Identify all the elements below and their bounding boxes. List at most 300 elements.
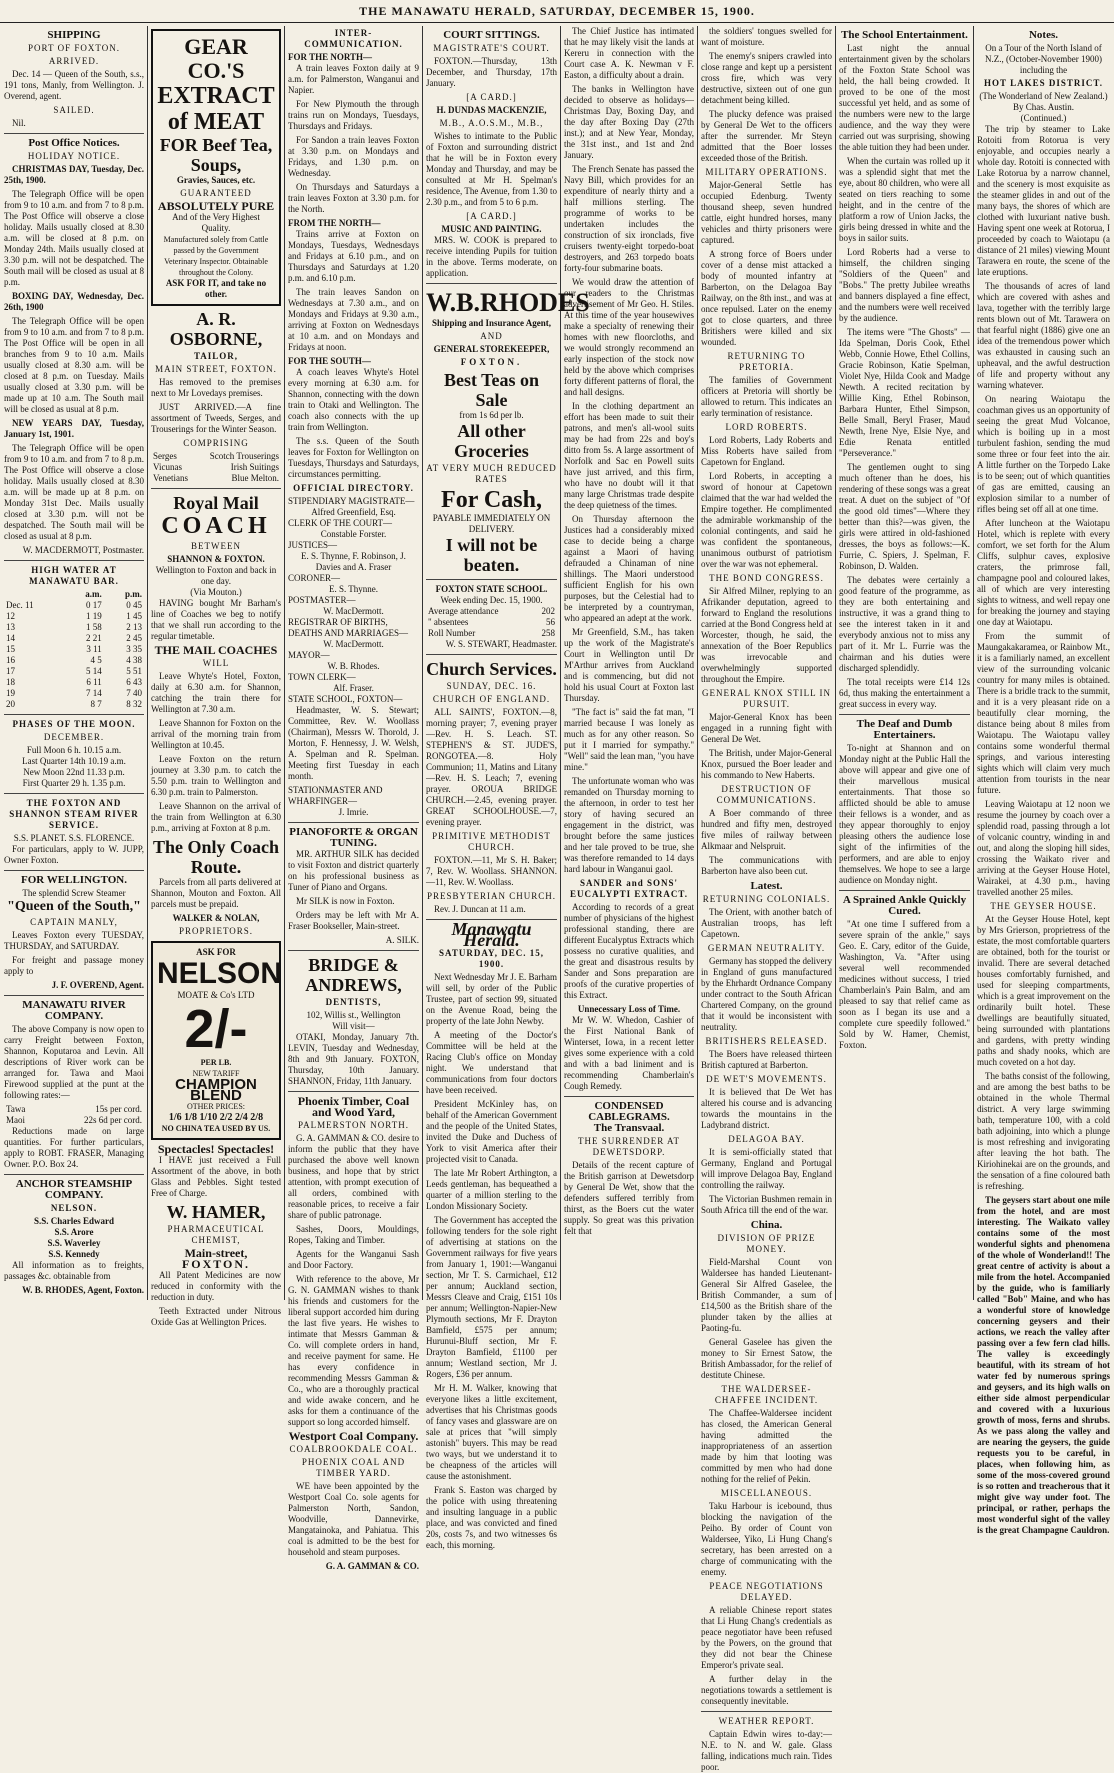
shipping-heading: SHIPPING (47, 29, 101, 41)
piano-text2: Mr SILK is now in Foxton. (296, 896, 395, 906)
tide-row (4, 589, 144, 600)
gear-title: GEAR CO.'S (184, 34, 248, 83)
tide-row-cell: 15 (6, 644, 15, 654)
tide-row-cell: 4 5 (90, 655, 102, 665)
phoenix-text3: Agents for the Wanganui Sash and Door Factory. (288, 1249, 419, 1270)
tide-row (4, 600, 144, 611)
attendance-row (426, 617, 557, 628)
between: BETWEEN (191, 541, 241, 551)
goods-row (151, 451, 281, 462)
column-rule (697, 26, 698, 1300)
tide-row (4, 699, 144, 710)
state-school-text: Headmaster, W. S. Stewart; Committee, Rev. W. Woollass (Chairman), Messrs W. Thorold, J. Morton, F. Hennessy, J. W. Welsh, A. Spelman and R. Spelman. Meeting first Tuesday in each month. (288, 705, 419, 781)
steam-service-heading: THE FOXTON AND SHANNON STEAM RIVER SERVICE. (9, 798, 139, 830)
gamman-signature: G. A. GAMMAN & CO. (325, 1561, 419, 1571)
sailed-label: SAILED. (53, 105, 95, 115)
notes-heading: Notes. (1028, 29, 1059, 41)
postmaster: POSTMASTER— (288, 595, 356, 605)
shannon-foxton: SHANNON & FOXTON. (167, 554, 265, 564)
wood-row-cell: Tawa (6, 1104, 26, 1114)
official-directory: OFFICIAL DIRECTORY. (293, 483, 414, 493)
news-item: A meeting of the Doctor's Committee will be held at the Racing Club's office on Monday night. We understand that communications from four doctors have been received. (426, 1030, 557, 1095)
news-item: The families of Government officers at Pretoria will shortly be allowed to return. This indicates an early termination of resistance. (701, 375, 832, 418)
justices-names: E. S. Thynne, F. Robinson, J. Davies and A. Fraser (301, 551, 406, 572)
attendance-row-cell: Roll Number (428, 628, 476, 638)
anchor-text: All information as to freights, passages &c. obtainable from (4, 1260, 144, 1281)
column-rule (560, 26, 561, 1300)
attendance-row-cell: Average attendance (428, 606, 499, 616)
dundas-sub: M.B., A.O.S.M., M.B., (439, 118, 544, 128)
from-north-text: Trains arrive at Foxton on Mondays, Tuesdays, Wednesdays and Fridays at 6.10 p.m., and on Thursdays and Saturdays at 1.20 p.m. and 6.10 p.m. (288, 229, 419, 283)
bridge-andrews: BRIDGE & ANDREWS, (305, 955, 402, 995)
church-heading: Church Services. (426, 659, 557, 679)
news-item: A strong force of Boers under cover of a dense mist attacked a body of mounted infantry at Barberton, on the Delagoa Bay Railway, on the 8th inst., and was at once repulsed. Later on the enemy got to close quarters, and three Britishers were killed and six wounded. (701, 249, 832, 347)
beef-tea: FOR Beef Tea, Soups, (159, 135, 273, 175)
news-item: Taku Harbour is icebound, thus blocking the navigation of the Peiho. By order of Count von Waldersee, Yiko, Li Hung Chang's secretary, has been arrested on a charge of communicating with the enemy. (701, 1501, 832, 1577)
osborne-name: A. R. OSBORNE, (169, 309, 263, 349)
spectacles-heading: Spectacles! Spectacles! (157, 1142, 275, 1156)
notes-lakes: HOT LAKES DISTRICT. (984, 78, 1103, 88)
coach-having: HAVING bought Mr Barham's line of Coaches we beg to notify that we shall run according to the regular timetable. (151, 598, 281, 641)
nelson-brand: NELSON (157, 957, 283, 990)
westport-text: WE have been appointed by the Westport Coal Co. sole agents for Palmerston North, Sandon, Woodville, Dannevirke, Mangatainoka, and Pahiatua. This coal is admitted to be the best for household and steam purposes. (288, 1481, 419, 1557)
steam-boats: S.S. PLANET. S.S. FLORENCE. (13, 833, 135, 843)
sander-heading: SANDER and SONS' EUCALYPTI EXTRACT. (569, 878, 689, 899)
anchor-agent: W. B. RHODES, Agent, Foxton. (22, 1285, 144, 1295)
tide-row-cell: 3 35 (126, 644, 142, 654)
tide-row-cell (4, 589, 65, 600)
column-rule (973, 26, 974, 1300)
news-item: The Victorian Bushmen remain in South Africa till the end of the war. (701, 1194, 832, 1215)
church-england: CHURCH OF ENGLAND. (432, 694, 551, 704)
price-list: 1/6 1/8 1/10 2/2 2/4 2/8 (168, 1112, 264, 1123)
news-item: On nearing Waiotapu the coachman gives us an opportunity of seeing the great Mud Volcanoe, which is boiling up in a most turbulent fashion, sending the mud some three or four feet into the air. A little further on the Torpedo Lake is to be seen; out of which quantities of gas are emitted, causing an explosion similar to a number of rifles being set off all at one time. (977, 394, 1110, 514)
attendance-row-cell: 202 (541, 606, 555, 616)
postmaster-name: W. MacDermott. (323, 606, 384, 616)
news-item: Major-General Knox has been engaged in a running fight with General De Wet. (701, 712, 832, 744)
wharfinger: STATIONMASTER AND WHARFINGER— (288, 785, 383, 806)
news-item: The enemy's snipers crawled into close range and kept up a persistent cross fire, which was very destructive, sixteen out of one gun detachment being killed. (701, 51, 832, 105)
patent-medicines: All Patent Medicines are now reduced in conformity with the reduction in duty. (151, 1270, 281, 1302)
school-entertainment-heading: The School Entertainment. (841, 29, 968, 41)
tide-row (4, 677, 144, 688)
wood-row (4, 1104, 144, 1115)
moon-list (4, 745, 144, 789)
news-item: After luncheon at the Waiotapu Hotel, which is replete with every comfort, we set forth for the Alum Cliffs, sulphur caves, explosive craters, the primrose fall, champagne pool and coloured lakes, all of which are very interesting sights to witness, and well repay one for breaking the journey and staying one day at Waiotapu. (977, 518, 1110, 627)
inter-communication: INTER-COMMUNICATION. (304, 28, 403, 49)
news-item: "At one time I suffered from a severe sprain of the ankle," says Geo. E. Cary, editor of the Guide, Washington, Va. "After using several well recommended medicines without success, I tried Chamberlain's Pain Balm, and am pleased to say that relief came as soon as I began its use and a complete cure speedily followed." Sold by W. Hamer, Chemist, Foxton. (839, 919, 970, 1050)
clerk-name: Constable Forster. (320, 529, 387, 539)
stewart-signature: W. S. STEWART, Headmaster. (445, 639, 557, 649)
best-teas: Best Teas on Sale (443, 370, 540, 410)
news-item: A reliable Chinese report states that Li Hung Chang's credentials as peace negotiator have been refused by the Powers, on the ground that they did not bear the Chinese Emperor's private seal. (701, 1605, 832, 1670)
news-item: To-night at Shannon and on Monday night at the Public Hall the above will appear and give one of their marvellous musical entertainments. That those so afflicted should be able to amuse their fellows is a wonder, and as they appear thoroughly to enjoy pleasing others the audience lose sight of the infirmities of the performers, and are able to enjoy themselves. We hope to see a large audience on Monday night. (839, 743, 970, 885)
tide-row-cell: 12 (6, 611, 15, 621)
proprietors: PROPRIETORS. (178, 926, 254, 936)
moon-month: DECEMBER. (43, 732, 105, 742)
subheading: MILITARY OPERATIONS. (705, 167, 828, 177)
deaf-dumb-heading: The Deaf and Dumb Entertainers. (856, 718, 953, 741)
mail-text3: Leave Foxton on the return journey at 3.30 p.m. to catch the 5.50 p.m. train to Wellington and 6.30 p.m. train to Palmerston. (151, 754, 281, 797)
tide-row-cell: a.m. (85, 589, 102, 599)
presbyterian: PRESBYTERIAN CHURCH. (426, 891, 556, 901)
moon-phase: Full Moon 6 h. 10.15 a.m. (26, 745, 122, 755)
tide-row-cell: 1 58 (86, 622, 102, 632)
spectacles-text: I HAVE just received a Full Assortment of the above, in both Glass and Pebbles. Sight tested Free of Charge. (151, 1155, 281, 1198)
coroner: CORONER— (288, 573, 341, 583)
silk-signature: A. SILK. (385, 935, 419, 945)
notes-author: By Chas. Austin. (1012, 102, 1074, 112)
boxing-text: The Telegraph Office will be open from 9 to 10 a.m. and from 7 to 8 p.m. The Post Office will be open in all branches from 9 to 10 a.m. Mails usually closed at 8.30 a.m. will be closed at 8 p.m. on Tuesday. Mails usually closed at 3.30 p.m. will be made up at 10 a.m. The South mail will be closed as usual at 8 p.m. (4, 316, 144, 414)
mail-text4: Leave Shannon on the arrival of the train from Wellington at 6.30 p.m., arriving at Foxton at 8 p.m. (151, 801, 281, 833)
train-leaves: The train leaves Sandon on Wednesdays at 7.30 a.m., and on Mondays and Fridays at 9.30 a.m., arriving at Foxton on Wednesdays at 10 a.m. and on Mondays and Fridays at noon. (288, 287, 419, 352)
gravies: Gravies, Sauces, etc. (176, 175, 256, 185)
post-office-heading: Post Office Notices. (28, 137, 120, 149)
subheading: GERMAN NEUTRALITY. (707, 943, 826, 953)
news-item: The baths consist of the following, and are among the best baths to be obtained in the whole Thermal district. A very large swimming bath, temperature 100, with a cold bath adjoining, into which a plunge is most refreshing and invigorating after leaving the hot bath. The Kiriohinekai are on the grounds, and the sensation of a fine coloured bath is refreshing. (977, 1071, 1110, 1191)
reduced-rates: AT VERY MUCH REDUCED RATES (426, 463, 557, 484)
clerk: CLERK OF THE COURT— (288, 518, 393, 528)
will-visit: Will visit— (332, 1021, 375, 1031)
phoenix-text4: With reference to the above, Mr G. N. GAMMAN wishes to thank his friends and customers for the liberal support accorded him during the last five years. He wishes to intimate that Messrs Gamman & Co. will complete orders in hand, and receive payment for same. He has every confidence in recommending Messrs Gamman & Co., who are a thoroughly practical and wide awake concern, and he asks for them a continuance of the support so long accorded himself. (288, 1274, 419, 1427)
court-heading: COURT SITTINGS. (443, 29, 540, 41)
news-item: The geysers start about one mile from the hotel, and are most interesting. The Waikato valley contains some of the most wonderful sights and phenomena of the whole of Wonderland!! The great centre of activity is about a mile from the hotel. Accompanied by the guide, who is familiarly called "Bob" Maine, and who has a wonderful store of knowledge concerning geysers and their actions, we reach the valley after passing over a few fern clad hills. The valley is exceedingly beautiful, with its stream of hot water fed by numerous springs and geysers, and its high walls on either side almost perpendicular and covered with a luxurious growth of moss, ferns and shrubs. As we pass along the valley and are nearing the geysers, the guide requests you to be careful, in places, when following him, as some of the moss-covered ground is so rotten and treacherous that it might give way under foot. The principal, or rather, perhaps the most wonderful sight of the valley is the great Champagne Cauldron. (977, 1195, 1110, 1535)
mail-will: WILL (202, 658, 230, 668)
payable: PAYABLE IMMEDIATELY ON DELIVERY. (432, 513, 551, 534)
tide-row-cell: 17 (6, 666, 15, 676)
tide-row (4, 666, 144, 677)
news-item: At the Geyser House Hotel, kept by Mrs Grierson, proprietress of the estate, the most comfortable quarters are obtained, both for the tourist or invalid. There are several detached houses comfortably furnished, and used for sleeping compartments, which is a great improvement on the ordinarily built hotel. These dwellings are beautifully situated, being surrounded with plantations and gardens, with pretty winding paths and shady nooks, which are much coveted on a hot day. (977, 914, 1110, 1067)
port-heading: PORT OF FOXTON. (28, 43, 120, 53)
news-item: Major-General Settle has occupied Edenburg. Twenty thousand sheep, seven hundred cattle, eight hundred horses, many vehicles and thirty prisoners were captured. (701, 180, 832, 245)
tide-row-cell: 2 45 (126, 633, 142, 643)
subheading: DELAGOA BAY. (728, 1134, 805, 1144)
moon-phase: New Moon 22nd 11.33 p.m. (23, 767, 125, 777)
attendance-row-cell: 258 (541, 628, 555, 638)
subheading: DIVISION OF PRIZE MONEY. (717, 1233, 816, 1254)
subheading: MISCELLANEOUS. (720, 1488, 813, 1498)
tide-row-cell: Dec. 11 (6, 600, 34, 610)
christmas-heading: CHRISTMAS DAY, Tuesday, Dec. 25th, 1900. (4, 164, 144, 185)
subheading: BRITISHERS RELEASED. (705, 1036, 828, 1046)
coalbrookdale: COALBROOKDALE COAL. (289, 1444, 418, 1454)
steam-apply: For particulars, apply to W. JUPP, Owner Foxton. (4, 844, 144, 865)
tide-row (4, 633, 144, 644)
news-item: It is semi-officially stated that Germany, England and Portugal will improve Delagoa Bay, England controlling the railway. (701, 1147, 832, 1190)
herald-title: Manawatu Herald. (451, 919, 532, 950)
ship-name: S.S. Arore (54, 1227, 94, 1237)
town-clerk: TOWN CLERK— (288, 672, 356, 682)
tide-row (4, 622, 144, 633)
sprained-ankle-heading: A Sprained Ankle Quickly Cured. (842, 894, 967, 917)
goods-row-cell: Venetians (153, 473, 188, 483)
holiday-notice: HOLIDAY NOTICE. (27, 151, 121, 161)
subheading: LORD ROBERTS. (725, 422, 808, 432)
news-item: The banks in Wellington have decided to observe as holidays—Christmas Day, Boxing Day, and the day after Boxing Day (27th inst.); and at New Year, Monday, the 31st inst., and 1st and 2nd January. (564, 84, 694, 160)
subheading: GENERAL KNOX STILL IN PURSUIT. (701, 688, 832, 709)
news-item: The late Mr Robert Arthington, a Leeds gentleman, has bequeathed a quarter of a million sterling to the London Missionary Society. (426, 1168, 557, 1211)
news-item: Lord Roberts had a verse to himself, the children singing "Soldiers of the Queen" and "Bobs." The pretty Jubilee wreaths and banners displayed a fine effect, and the numbers were well received by the audience. (839, 247, 970, 323)
via-mouton: (Via Mouton.) (190, 587, 242, 597)
mail-coaches: THE MAIL COACHES (154, 643, 278, 657)
stipendiary: STIPENDIARY MAGISTRATE— (288, 496, 415, 506)
from-north: FROM THE NORTH— (288, 218, 381, 228)
wood-row (4, 1115, 144, 1126)
column-4 (426, 26, 590, 1550)
other-prices: OTHER PRICES: (186, 1102, 245, 1111)
for-north: FOR THE NORTH— (288, 52, 373, 62)
overend-agent: J. F. OVEREND, Agent. (51, 980, 144, 990)
hamer-foxton: FOXTON. (181, 1257, 251, 1271)
town-clerk-name: Alf. Fraser. (333, 683, 374, 693)
news-item: President McKinley has, on behalf of the American Government and the people of the United States, invited the Duke and Duchess of York to visit America after their projected visit to Canada. (426, 1099, 557, 1164)
news-item: Lord Roberts, in accepting a sword of honour at Capetown claimed that the war had welded the Empire together. He complimented the admirable workmanship of the colonial contingents, and said he was confident the spontaneous, unanimous outburst of patriotism over the war was not ephemeral. (701, 471, 832, 569)
comprising: COMPRISING (183, 438, 249, 448)
tide-table (4, 589, 144, 710)
goods-row (151, 473, 281, 484)
nelson-tea-ad (151, 941, 281, 1140)
column-rule (422, 26, 423, 1300)
subheading: DE WET'S MOVEMENTS. (706, 1074, 827, 1084)
for-south: FOR THE SOUTH— (288, 356, 371, 366)
mayor-name: W. B. Rhodes. (327, 661, 380, 671)
ship-name: S.S. Charles Edward (33, 1216, 114, 1226)
tide-row-cell: 1 45 (126, 611, 142, 621)
magistrate: MAGISTRATE'S COURT. (433, 43, 550, 53)
moon-phase: Last Quarter 14th 10.19 a.m. (22, 756, 126, 766)
moon-phase: First Quarter 29 h. 1.35 p.m. (22, 778, 126, 788)
transvaal-heading: The Transvaal. (593, 1122, 665, 1134)
news-item: In the clothing department an effort has been made to suit their patrons, and men's all-wool suits may be had from 22s and boy's ditto from 5s. A large assortment of Norfolk and Sac en Powell suits have just arrived, and this firm, who have no doubt will it that many large Christmas trade despite the deep quietness of the times. (564, 401, 694, 510)
tide-row (4, 688, 144, 699)
card-label: [A CARD.] (466, 92, 517, 102)
weather-text: Captain Edwin wires to-day:— N.E. to N. and W. gale. Glass falling, indications much rain. Tides poor. (701, 1729, 832, 1772)
piano-text3: Orders may be left with Mr A. Fraser Bookseller, Main-street. (288, 910, 419, 931)
arrived-label: ARRIVED. (48, 56, 100, 66)
new-tariff: NEW TARIFF (192, 1069, 240, 1078)
cablegrams-heading: CONDENSED CABLEGRAMS. (588, 1100, 670, 1123)
news-item: Next Wednesday Mr J. E. Barham will sell, by order of the Public Trustee, part of section 99, situated on the Avenue Road, being the property of the late John Newby. (426, 972, 557, 1026)
no-china-tea: NO CHINA TEA USED BY US. (161, 1124, 271, 1133)
anchor-heading: ANCHOR STEAMSHIP COMPANY. (15, 1178, 133, 1201)
presbyterian-text: Rev. J. Duncan at 11 a.m. (434, 904, 526, 914)
column-rule (284, 26, 285, 1300)
manufactured: Manufactured solely from Cattle passed by the Government Veterinary Inspector. Obtainable throughout the Colony. (163, 235, 269, 277)
phoenix-text: G. A. GAMMAN & CO. desire to inform the public that they have purchased the above well known business, and hope that by strict attention, with prompt execution of all orders, combined with reasonable prices, to receive a fair share of public patronage. (288, 1133, 419, 1220)
guaranteed: GUARANTEED (180, 188, 252, 198)
rhodes-foxton: FOXTON. (460, 357, 523, 367)
tide-row-cell: 1 19 (86, 611, 102, 621)
tide-row-cell: 2 21 (86, 633, 102, 643)
coach: COACH (161, 513, 271, 539)
tide-row-cell: 5 51 (126, 666, 142, 676)
column-rule (147, 26, 148, 1300)
news-item: The British, under Major-General Knox, pursued the Boer leader and his commando to New Haberts. (701, 748, 832, 780)
goods-row-cell: Scotch Trouserings (209, 451, 279, 461)
news-item: The French Senate has passed the Navy Bill, which provides for an expenditure of nearly thirty and a half millions sterling. The programme of works to be undertaken includes the construction of six ironclads, five cruisers twenty-eight torpedo-boat destroyers, and 263 torpedo boats forty-four submarine boats. (564, 164, 694, 273)
news-item: Mr Greenfield, S.M., has taken up the work of the Magistrate's Court in Wellington until Dr M'Arthur arrives from Auckland and is commencing, but did not hold his usual Court at Foxton last Thursday. (564, 627, 694, 703)
church-text: ALL SAINTS', FOXTON.—8, morning prayer; 7, evening prayer—Rev. H. S. Leach. ST. STEPHEN'S & ST. JUDE'S, RONGOTEA.—8. Holy Communion; 11, Matins and Litany—Rev. H. S. Leach; 7, evening prayer. OROUA BRIDGE CHURCH.—2.45, evening prayer. GREAT SCHOOLHOUSE.—7, evening prayer. (426, 707, 557, 827)
tide-row-cell: 6 43 (126, 677, 142, 687)
phoenix-text2: Sashes, Doors, Mouldings, Ropes, Taking and Timber. (288, 1224, 419, 1245)
wood-row-cell: 15s per cord. (95, 1104, 142, 1114)
wood-row-cell: Maoi (6, 1115, 25, 1125)
news-item: A Boer commando of three hundred and fifty men, destroyed five miles of railway between Alkmaar and Nelspruit. (701, 808, 832, 851)
willis-street: 102, Willis st., Wellington (306, 1010, 401, 1020)
news-item: Sir Alfred Milner, replying to an Afrikander deputation, agreed to forward to England the resolutions carried at the Bond Congress held at Worcester, though, he said, the annexation of the Boer Republics was irrevocable and overwhelmingly supported throughout the Empire. (701, 586, 832, 684)
news-item: The thousands of acres of land which are covered with ashes and lava, together with the terribly large rents blown out of Mt. Tarawera on that fearful night (1886) give one an idea of the tremendous power which was exhausted in causing such an upheaval, and the awful destruction of life and property without any warning whatever. (977, 281, 1110, 390)
news-item: We would draw the attention of our readers to the Christmas advertisement of Mr Geo. H. Stiles. At this time of the year housewives make a specialty of renewing their homes with new floorcloths, and we would strongly recommend an early inspection of the stock now held by the above which comprises forty different patterns of floral, the and hall designs. (564, 277, 694, 397)
music-heading: MUSIC AND PAINTING. (441, 224, 542, 234)
music-text: MRS. W. COOK is prepared to receive intending Pupils for tuition in the above. Terms moderate, on application. (426, 235, 557, 278)
teas-from: from 1s 6d per lb. (459, 410, 524, 420)
news-item: A further delay in the negotiations towards a settlement is consequently inevitable. (701, 1674, 832, 1706)
wood-row-cell: 22s 6d per cord. (84, 1115, 142, 1125)
news-item: The gentlemen ought to sing much oftener than he does, his rendering of these songs was a great treat. A duet on the subject of "Of the good old times"—Where they better than this?—was given, the girls were attired in old-fashioned dresses, the boys as follows:—K. Furrie, C. Spiers, J. Spelman, F. Robinson, D. Walden. (839, 462, 970, 571)
unnecessary-text: Mr W. W. Whedon, Cashier of the First National Bank of Winterset, Iowa, in a recent letter gives some experience with a cold and with a bad liniment and is recommending Chamberlain's Cough Remedy. (564, 1015, 694, 1091)
masthead: THE MANAWATU HERALD, SATURDAY, DECEMBER 15, 1900. (0, 0, 1114, 23)
surrender-heading: THE SURRENDER AT DEWETSDORP. (577, 1136, 680, 1157)
news-item: On Thursday afternoon the Justices had a considerably mixed case to decide being a charge against a Maori of having defrauded a Chinaman of nine shillings. The Maori understood sufficient English for his own purposes, but the Celestial had to be interpreted by a countryman, who appeared an adept at the work. (564, 514, 694, 623)
news-item: Germany has stopped the delivery in England of guns manufactured by the Ehrhardt Ordnance Company under contract to the South African Chartered Company, on the ground that it would be inconsistent with neutrality. (701, 956, 832, 1032)
news-item: The trip by steamer to Lake Rotoiti from Rotorua is very enjoyable, and occupies nearly a whole day. Rotoiti is connected with Lake Rotorua by a narrow channel, and the scenery is most exquisite as the steamer glides in and out of the many bays, the shores of which are clothed with luxuriant native bush. Having spent one week at Rotorua, I proceeded by coach to Waiotapu (a distance of 21 miles) viewing Mount Tarawera en route, the scene of the late eruptions. (977, 124, 1110, 277)
for-wellington-heading: FOR WELLINGTON. (21, 874, 127, 886)
rhodes-name: W.B.RHODES (426, 288, 590, 317)
card-label-2: [A CARD.] (466, 211, 517, 221)
news-item: The items were "The Ghosts" — Ida Spelman, Doris Cook, Ethel Webb, Connie Howe, Ethel Collins, Gracie Robinson, Katie Spelman, Violet Nye, Hilda Cook and Madge Newth. A recited recitation by Willie King, Ethel Robinson, Barbara Hunter, Ethel Simpson, Belle Small, Beryl Fraser, Maud Newth, Irene Nye, Elsie Nye, and Edie Renata entitled "Perseverance." (839, 327, 970, 458)
column-rule (835, 26, 836, 1300)
hamer-name: W. HAMER, (166, 1202, 266, 1222)
tide-row-cell: 18 (6, 677, 15, 687)
attendance-row-cell: 56 (546, 617, 555, 627)
tide-row-cell: 5 14 (86, 666, 102, 676)
queen-of-the-south: "Queen of the South," (7, 899, 141, 914)
church-sunday: SUNDAY, DEC. 16. (446, 681, 537, 691)
postmaster-signature: W. MACDERMOTT, Postmaster. (22, 545, 144, 555)
tailor: TAILOR, (193, 351, 239, 361)
quality: And of the Very Highest Quality. (172, 212, 260, 233)
attendance-table (426, 606, 557, 639)
goods-row-cell: Vicunas (153, 462, 182, 472)
tide-row-cell: 0 45 (126, 600, 142, 610)
mail-text1: Leave Whyte's Hotel, Foxton, daily at 6.30 a.m. for Shannon, catching the train there for Wellington at 7.30 a.m. (151, 671, 281, 714)
phoenix-heading: Phoenix Timber, Coal and Wood Yard, (297, 1094, 410, 1119)
north-text: A train leaves Foxton daily at 9 a.m. for Palmerston, Wanganui and Napier. (288, 63, 419, 95)
news-item: the soldiers' tongues swelled for want of moisture. (701, 26, 832, 47)
ss-queen: The s.s. Queen of the South leaves for Foxton for Wellington on Tuesdays, Thursdays and Saturdays, circumstances permitting. (288, 436, 419, 479)
np-text: For New Plymouth the through trains run on Mondays, Tuesdays, Thursdays and Fridays. (288, 99, 419, 131)
tide-row-cell: 2 13 (126, 622, 142, 632)
news-item: Lord Roberts, Lady Roberts and Miss Roberts have sailed from Capetown for England. (701, 435, 832, 467)
sailed-text: Nil. (12, 118, 26, 128)
moon-heading: PHASES OF THE MOON. (12, 719, 136, 729)
news-item: The Government has accepted the following tenders for the sole right of advertising at stations on the Government railways for five years from January 1, 1901:—Wanganui section, Mr T. S. Carmichael, £12 per annum; Auckland section, Messrs Cleave and Craig, £151 10s per annum; Wellington-Napier-New Plymouth sections, Mr F. Drayton Bamfield, £575 per annum; Hurunui-Bluff section, Mr F. Drayton Bamfield, £1100 per annum; Westland section, Mr J. Rogers, £36 per annum. (426, 1215, 557, 1379)
boxing-heading: BOXING DAY, Wednesday, Dec. 26th, 1900 (4, 291, 144, 312)
for-cash: For Cash, (441, 487, 542, 513)
news-item: Mr H. M. Walker, knowing that everyone likes a little excitement, advertises that his Christmas goods of fancy vases and glassware are on sale at prices that "will simply astonish" buyers. This may be read two ways, but we understand it to be cheapness of the articles will cause the astonishment. (426, 1383, 557, 1481)
news-item: The communications with Barberton have also been cut. (701, 855, 832, 876)
news-item: Frank S. Easton was charged by the police with using threatening and insulting language in a public place, and was convicted and fined 20s, costs 7s, and two witnesses 6s each, this morning. (426, 1485, 557, 1550)
visits: OTAKI, Monday, January 7th. LEVIN, Tuesday and Wednesday, 8th and 9th January. FOXTON, Thursday, 10th January. SHANNON, Friday, 11th January. (288, 1032, 419, 1086)
attendance-row (426, 628, 557, 639)
wood-table (4, 1104, 144, 1126)
column-1 (4, 26, 144, 1298)
school-week: Week ending Dec. 15, 1900. (440, 595, 543, 605)
attendance-row-cell: " absentees (428, 617, 469, 627)
tide-row-cell: 8 7 (90, 699, 102, 709)
moate: MOATE & Co's LTD (177, 990, 255, 1000)
splendid-steamer: The splendid Screw Steamer (22, 888, 126, 898)
main-street: Main-street, (184, 1246, 248, 1260)
news-item: The Chief Justice has intimated that he may likely visit the lands at Kereru in connection with the Court case A. K. Newman v F. Easton, a difficulty about a drain. (564, 26, 694, 80)
rhodes-shipping: Shipping and Insurance Agent, (431, 318, 552, 328)
news-item: Last night the annual entertainment given by the scholars of the Foxton State School was held, the hall being crowded. It proved to be one of the most successful yet held, and as some of the numbers were new to the large audience, and the way they were carried out was surprising, showing the able tuition they had been under. (839, 43, 970, 152)
arrived-text: Dec. 14 — Queen of the South, s.s., 191 tons, Manly, from Wellington. J. Overend, agent. (4, 69, 144, 101)
westport-heading: Westport Coal Company. (288, 1429, 419, 1443)
notes-continued: (Continued.) (1020, 113, 1067, 123)
tide-heading: HIGH WATER AT MANAWATU BAR. (29, 565, 119, 586)
notes-tour: On a Tour of the North Island of N.Z., (October-November 1900) including the (984, 43, 1103, 75)
walker-nolan: WALKER & NOLAN, (172, 913, 260, 923)
tide-row-cell: 6 11 (86, 677, 102, 687)
column-5 (564, 26, 694, 1298)
sandon-text: For Sandon a train leaves Foxton at 3.30 p.m. on Mondays and Fridays, and 1.30 p.m. on Wednesday. (288, 135, 419, 178)
goods-row-cell: Serges (153, 451, 177, 461)
tide-row (4, 655, 144, 666)
school-title: FOXTON STATE SCHOOL. (435, 584, 548, 594)
subheading: DESTRUCTION OF COMMUNICATIONS. (716, 784, 817, 805)
teeth-extracted: Teeth Extracted under Nitrous Oxide Gas at Wellington Prices. (151, 1306, 281, 1327)
news-item: The Chaffee-Waldersee incident has closed, the American General having admitted the inappropriateness of an assertion made by him that looting was committed by men who had done nothing for the relief of Pekin. (701, 1408, 832, 1484)
geyser-heading: THE GEYSER HOUSE. (990, 901, 1097, 911)
tide-row-cell: 8 32 (126, 699, 142, 709)
sander-text: According to records of a great number of physicians of the highest professional standing, there are different Eucalyptus Extracts which possess no curative qualities, and the great and disastrous results by Sander and Sons preparation are proofs of the curative properties of this Extract. (564, 902, 694, 1000)
news-item: "The fact is" said the fat man, "I married because I was lonely as much as for any other reason. So put it I married for sympathy." "Well" said the lean man, "you have mine." (564, 707, 695, 772)
unnecessary-heading: Unnecessary Loss of Time. (577, 1004, 681, 1014)
chemist: PHARMACEUTICAL CHEMIST, (167, 1224, 265, 1245)
tide-row-cell: 20 (6, 699, 15, 709)
news-item: From the summit of Maungakakaramea, or Rainbow Mt., it is a familiarly named, an excellent view of the surrounding volcanic country for many miles is obtained. There is a bridle track to the summit, and it is a very pleasant ride on a beautifully clear morning, the distance being about 8 miles from Waiotapu. The Waiotapu valley contains some wonderful thermal springs, and various interesting sights which will claim very much attention from tourists in the near future. (977, 631, 1110, 795)
news-item: The plucky defence was praised by General De Wet to the officers after the surrender. Mr Steyn admitted that the Boer losses exceeded those of the British. (701, 109, 832, 163)
tide-row-cell: 7 14 (86, 688, 102, 698)
subheading: THE WALDERSEE-CHAFFEE INCIDENT. (714, 1384, 819, 1405)
ask-for: ASK FOR (196, 947, 236, 957)
champion-blend: CHAMPION BLEND (175, 1076, 257, 1104)
weather-heading: WEATHER REPORT. (718, 1716, 815, 1726)
tide-row-cell: 16 (6, 655, 15, 665)
nelson-price: 2/- (184, 999, 248, 1059)
wharfinger-name: J. Imrie. (338, 807, 369, 817)
news-item: It is believed that De Wet has altered his course and is advancing towards the mountains in the Ladybrand district. (701, 1087, 832, 1130)
news-item: The debates were certainly a good feature of the programme, as they are both entertaining and instructive, it was a grand thing to see the interest taken in it and everybody anxious not to miss any part of it. Mr L. Furrie was the chairman and his duties were discharged splendidly. (839, 575, 970, 673)
news-item: Field-Marshal Count von Waldersee has handed Lieutenant-General Sir Alfred Gaselee, the British Commander, a sum of £14,500 as the British share of the plunder taken by the allies at Paoting-fu. (701, 1257, 832, 1333)
river-company-text: The above Company is now open to carry Freight between Foxton, Shannon, Koputaroa and Levin. All descriptions of River work can be arranged for. Tawa and Maoi Firewood supplied at the punt at the following rates:— (4, 1024, 144, 1100)
court-text: FOXTON.—Thursday, 13th December, and Thursday, 17th January. (426, 56, 557, 88)
newyear-heading: NEW YEARS DAY, Tuesday, January 1st, 1901. (4, 418, 144, 439)
dentists: DENTISTS, (325, 997, 382, 1007)
subheading: RETURNING COLONIALS. (702, 894, 831, 904)
river-company-heading: MANAWATU RIVER COMPANY. (22, 999, 126, 1022)
queen-leaves: Leaves Foxton every TUESDAY, THURSDAY, and SATURDAY. (4, 930, 144, 951)
attendance-row (426, 606, 557, 617)
absolutely-pure: ABSOLUTELY PURE (157, 199, 275, 213)
column-2 (151, 26, 283, 1327)
phoenix-coal: PHOENIX COAL AND TIMBER YARD. (301, 1457, 406, 1478)
herald-date: SATURDAY, DEC. 15, 1900. (439, 948, 544, 969)
tide-row-cell: p.m. (124, 589, 142, 599)
ship-name: S.S. Kennedy (48, 1249, 100, 1259)
latest-heading: Latest. (750, 880, 783, 892)
